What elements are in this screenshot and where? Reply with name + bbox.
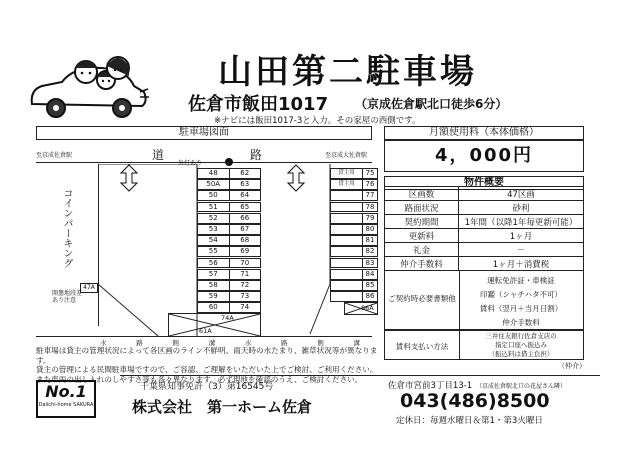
docs-item: 仲介手数料 xyxy=(502,318,540,327)
phone-number: 043(486)8500 xyxy=(400,390,550,412)
price-heading: 月額使用料（本体価格） xyxy=(384,126,584,140)
note-line: 駐車場は貸主の管理状況によって各区画のライン不鮮明、雨天時の水たまり、雑草状況等が異なります。 xyxy=(36,346,378,365)
summary-row xyxy=(385,229,584,243)
road-line xyxy=(36,162,372,163)
drain-label: 側 xyxy=(317,339,324,347)
summary-row xyxy=(385,243,584,257)
lot-row xyxy=(197,179,261,190)
lot-number: 50 xyxy=(198,191,230,200)
drain-label: 水 xyxy=(100,339,107,347)
lot-61a-label: 61A xyxy=(199,327,212,335)
drain-label: 側 xyxy=(172,339,179,347)
summary-key: 仲介手数料 xyxy=(385,257,459,271)
lot-row xyxy=(197,190,261,201)
lot-47a xyxy=(80,283,98,293)
lot-number: 74 xyxy=(240,303,250,312)
lot-number: 48 xyxy=(198,169,230,178)
summary-value: 1ヶ月＋消費税 xyxy=(459,257,584,271)
lot-row xyxy=(330,246,378,257)
lot-row xyxy=(330,213,378,224)
payment-divider xyxy=(459,331,460,359)
lot-number: 76 xyxy=(365,180,375,189)
lot-number: 80 xyxy=(365,225,375,233)
lot-number: 71 xyxy=(240,269,250,278)
lot-owner-note xyxy=(331,292,363,301)
lot-number: 81 xyxy=(365,236,375,245)
lot-row xyxy=(197,202,261,213)
summary-row xyxy=(385,257,584,271)
lot-number: 59 xyxy=(198,292,230,301)
car-family-illustration xyxy=(22,52,152,122)
property-address: 佐倉市飯田1017 xyxy=(188,94,329,115)
company-name: 株式会社 第一ホーム佐倉 xyxy=(132,398,313,416)
lot-number: 65 xyxy=(240,202,250,211)
price-box xyxy=(384,140,584,172)
lot-number: 54 xyxy=(198,236,230,245)
drain-label: 水 xyxy=(244,339,252,347)
holiday-info: 定休日：毎週水曜日＆第1・第3火曜日 xyxy=(396,416,543,426)
payment-details xyxy=(461,332,581,359)
lot-number: 86 xyxy=(365,292,375,301)
lot-row xyxy=(330,235,378,246)
summary-row xyxy=(385,215,584,229)
lot-number: 72 xyxy=(240,281,250,289)
drain-label: 路 xyxy=(281,339,288,347)
lot-row xyxy=(197,235,261,246)
navigation-note: ※ナビには飯田1017-3と入力。その家屋の西側です。 xyxy=(214,116,421,126)
lot-owner-note: 貸主用 xyxy=(331,169,363,178)
payment-label: 賃料支払い方法 xyxy=(395,342,449,351)
note-line: また車両の出し入れのしやすさ等も各々異なります。必ず現地を確認のうえ、ご検討ください。 xyxy=(36,374,363,384)
summary-key: 契約期間 xyxy=(385,215,459,229)
dump-area-note: 開墾地段差あり注意 xyxy=(52,290,83,304)
lot-74a-label: 74A xyxy=(221,314,234,322)
page-title: 山田第二駐車場 xyxy=(218,52,477,92)
summary-key: 路面状況 xyxy=(385,201,459,215)
outdoor-light-label: 外灯あり xyxy=(178,160,203,167)
station-access: （京成佐倉駅北口徒歩6分） xyxy=(355,97,508,111)
lot-number: 85 xyxy=(365,281,375,289)
footer-divider xyxy=(120,375,600,376)
road-label-2: 路 xyxy=(250,148,263,162)
logo-main: No.1 xyxy=(45,382,87,401)
payment-line: 指定口座へ振込み xyxy=(495,341,547,349)
payment-line: （振込料は借主負担） xyxy=(488,350,554,358)
summary-value: 砂利 xyxy=(459,201,584,215)
payment-section xyxy=(384,330,584,360)
lot-number: 58 xyxy=(198,281,230,290)
lot-number: 62 xyxy=(240,169,250,177)
summary-value: 1ヶ月 xyxy=(459,229,584,243)
lot-row xyxy=(197,302,261,313)
light-icon xyxy=(224,157,234,167)
lot-row xyxy=(197,269,261,280)
lot-61a-74a-area xyxy=(168,313,261,337)
summary-row xyxy=(385,201,584,215)
lot-number: 52 xyxy=(198,214,230,223)
summary-value: 47区画 xyxy=(459,187,584,201)
summary-key: 礼金 xyxy=(385,243,459,257)
lot-number: 53 xyxy=(198,225,230,234)
lot-row xyxy=(330,224,378,235)
lot-number: 77 xyxy=(365,191,375,200)
lot-row xyxy=(330,168,378,179)
lot-row xyxy=(330,291,378,302)
lot-number: 67 xyxy=(240,225,250,233)
lot-47a-label: 47A xyxy=(83,284,95,291)
summary-value: － xyxy=(459,243,584,257)
lot-row xyxy=(330,190,378,201)
lot-owner-note xyxy=(331,203,363,212)
direction-left: 至京成佐倉駅 xyxy=(36,152,73,159)
lot-owner-note xyxy=(331,191,363,200)
drain-line xyxy=(36,336,372,337)
lot-number: 69 xyxy=(240,247,250,256)
lot-number: 79 xyxy=(365,213,375,222)
price-value: 4，000円 xyxy=(434,145,534,166)
summary-key: 区画数 xyxy=(385,187,459,201)
lot-row xyxy=(330,202,378,213)
road-label-1: 道 xyxy=(152,148,165,162)
lot-row xyxy=(330,179,378,190)
lot-number: 50A xyxy=(198,180,230,189)
drain-label: 溝 xyxy=(353,339,360,347)
lot-number: 57 xyxy=(198,270,230,279)
lot-row xyxy=(330,280,378,291)
office-note: （京成佐倉駅北口の花屋さん隣） xyxy=(476,383,567,390)
docs-list xyxy=(461,274,581,330)
lot-row xyxy=(330,269,378,280)
license-number: 千葉県知事免許（3）第16545号 xyxy=(140,382,274,392)
lot-number: 70 xyxy=(240,258,250,267)
lot-number: 75 xyxy=(365,169,375,177)
lot-number: 66 xyxy=(240,213,250,222)
lot-row xyxy=(197,213,261,224)
summary-row xyxy=(385,187,584,201)
lot-owner-note xyxy=(331,225,363,234)
lot-number: 56 xyxy=(198,259,230,268)
lot-number: 64 xyxy=(240,191,250,200)
payment-line: 三井住友銀行佐倉支店の xyxy=(485,332,557,340)
docs-item: 運転免許証・車検証 xyxy=(487,276,555,285)
company-logo xyxy=(36,380,96,418)
lot-86a xyxy=(344,302,378,315)
summary-key: 更新料 xyxy=(385,229,459,243)
direction-right: 至京成大佐倉駅 xyxy=(325,152,368,159)
lot-number: 84 xyxy=(365,269,375,278)
lot-owner-note xyxy=(331,259,363,268)
office-address: 佐倉市宮前3丁目13-1 xyxy=(388,381,473,391)
docs-section xyxy=(384,270,584,330)
summary-value: 1年間（以降1年毎更新可能） xyxy=(459,215,584,229)
drain-label: 溝 xyxy=(208,339,216,347)
lot-number: 78 xyxy=(365,202,375,211)
lot-row xyxy=(197,168,261,179)
broker-mark: （仲介） xyxy=(558,362,586,370)
coin-parking-label: コインパーキング xyxy=(61,188,72,268)
lot-number: 55 xyxy=(198,247,230,256)
summary-table xyxy=(384,186,584,271)
lot-row xyxy=(197,291,261,302)
lot-number: 63 xyxy=(240,180,250,189)
lot-number: 73 xyxy=(240,292,250,301)
lot-row xyxy=(330,258,378,269)
lot-number: 82 xyxy=(365,247,375,256)
drain-label: 路 xyxy=(136,339,143,347)
summary-heading: 物件概要 xyxy=(384,176,584,190)
lot-row xyxy=(197,280,261,291)
docs-label: ご契約時必要書類他 xyxy=(388,294,456,303)
lot-owner-note xyxy=(331,281,363,290)
lot-row xyxy=(197,246,261,257)
docs-item: 賃料（翌月＋当月日割） xyxy=(479,304,563,313)
lot-owner-note xyxy=(331,270,363,279)
lot-number: 83 xyxy=(365,258,375,267)
note-line: 貸主の管理による民間駐車場ですので、ご容認、ご理解をいただいた上でご検討、ご利用ください。 xyxy=(36,365,378,374)
docs-divider xyxy=(459,271,460,329)
lot-row xyxy=(197,258,261,269)
map-heading: 駐車場図面 xyxy=(36,126,372,140)
lot-owner-note xyxy=(331,236,363,245)
lot-number: 68 xyxy=(240,236,250,245)
lot-86a-label: 86A xyxy=(361,304,374,312)
lot-owner-note: 貸主用 xyxy=(331,180,363,189)
logo-sub: Daiichi-home SAKURA xyxy=(38,402,94,408)
lot-owner-note xyxy=(331,214,363,223)
lot-number: 60 xyxy=(198,303,230,312)
lot-row xyxy=(197,224,261,235)
lot-number: 51 xyxy=(198,203,230,212)
docs-item: 印鑑（シャチハタ不可） xyxy=(480,290,562,299)
lot-owner-note xyxy=(331,247,363,256)
